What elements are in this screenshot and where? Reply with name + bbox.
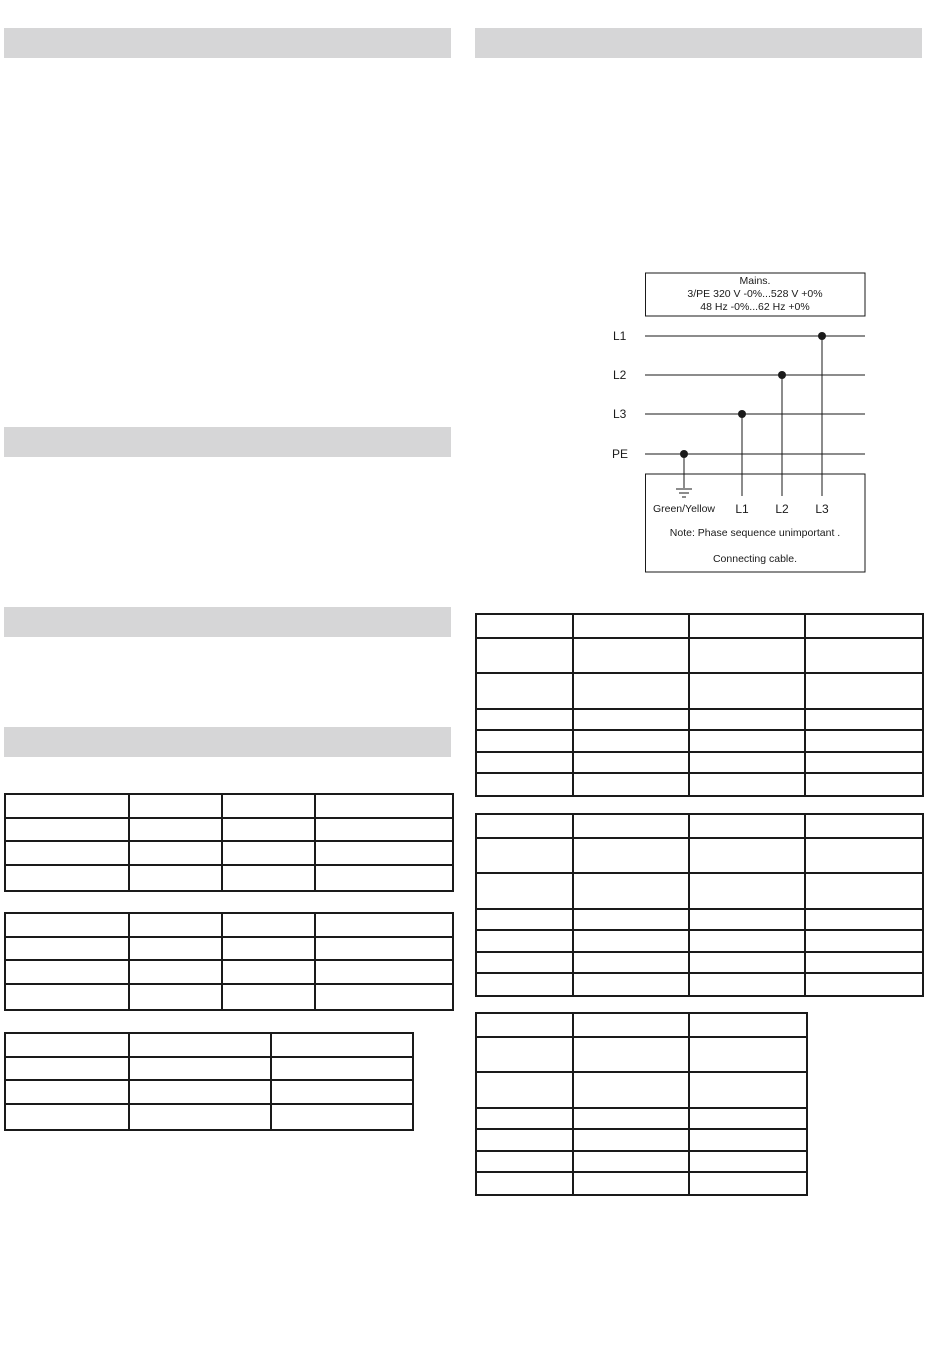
section-header-bar-3 [4,607,451,637]
connecting-cable-label: Connecting cable. [712,553,798,565]
table-row [5,794,453,818]
table-row [476,873,923,909]
right-table-1 [475,613,924,797]
table-row [5,865,453,891]
table-row [476,773,923,796]
mains-frequency-spec: 48 Hz -0%...62 Hz +0% [700,301,810,313]
table-row [5,1057,413,1080]
table-row [476,614,923,638]
right-table-3 [475,1012,808,1196]
line-label-l3: L3 [613,407,627,421]
terminal-label-l2: L2 [775,502,789,516]
mains-voltage-spec: 3/PE 320 V -0%...528 V +0% [687,288,823,300]
mains-wiring-diagram [600,268,875,578]
table-row [476,752,923,773]
table-row [476,930,923,952]
junction-dot-l3 [738,410,746,418]
table-row [476,1013,807,1037]
terminal-label-l3: L3 [815,502,829,516]
table-row [476,1072,807,1108]
phase-sequence-note: Note: Phase sequence unimportant . [669,527,841,539]
ground-label: Green/Yellow [652,503,716,515]
table-row [476,1151,807,1172]
table-row [5,937,453,960]
table-row [476,638,923,673]
junction-dot-pe [680,450,688,458]
left-table-2 [4,912,454,1011]
table-row [5,1033,413,1057]
table-row [476,1172,807,1195]
table-row [476,730,923,752]
table-row [476,1108,807,1129]
terminal-label-l1: L1 [735,502,749,516]
table-row [476,1129,807,1151]
table-row [476,814,923,838]
table-row [5,913,453,937]
table-row [5,1104,413,1130]
table-row [5,960,453,984]
section-header-bar-5 [475,28,922,58]
right-table-2 [475,813,924,997]
line-label-l2: L2 [613,368,627,382]
table-row [5,841,453,865]
table-row [476,1037,807,1072]
table-row [476,673,923,709]
table-row [5,1080,413,1104]
ground-icon [676,489,692,497]
left-table-3 [4,1032,414,1131]
table-row [476,973,923,996]
table-row [5,818,453,841]
table-row [476,838,923,873]
mains-title: Mains. [739,275,771,287]
table-row [476,952,923,973]
junction-dot-l1 [818,332,826,340]
table-row [476,709,923,730]
section-header-bar-4 [4,727,451,757]
line-label-pe: PE [612,447,629,461]
line-label-l1: L1 [613,329,627,343]
section-header-bar-2 [4,427,451,457]
junction-dot-l2 [778,371,786,379]
table-row [5,984,453,1010]
section-header-bar-1 [4,28,451,58]
left-table-1 [4,793,454,892]
table-row [476,909,923,930]
